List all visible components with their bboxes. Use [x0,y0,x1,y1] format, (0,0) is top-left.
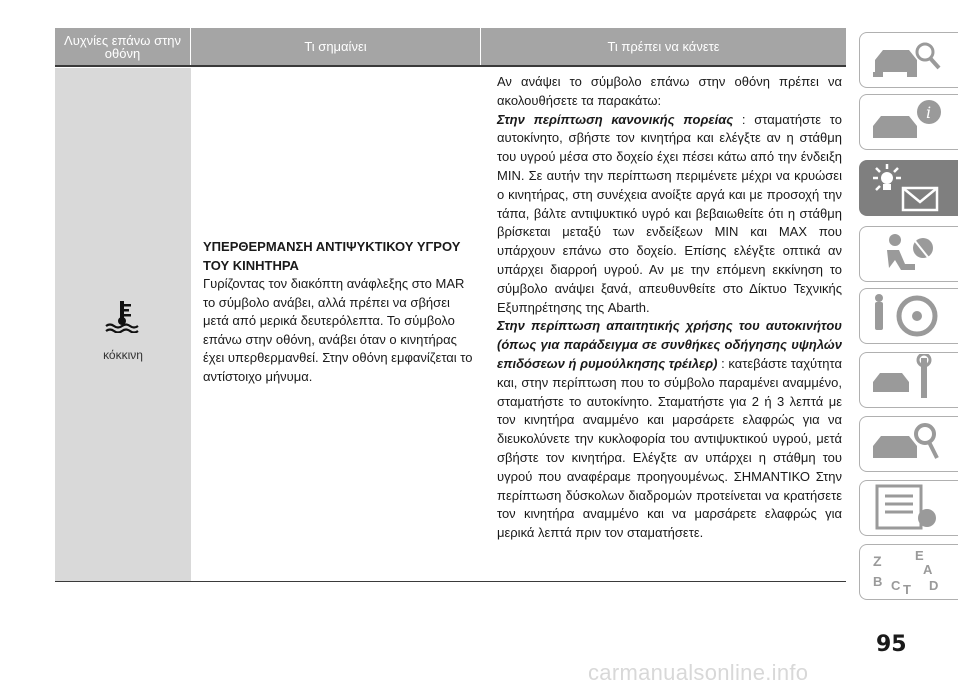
page-number: 95 [876,632,907,657]
meaning-title: ΥΠΕΡΘΕΡΜΑΝΣΗ ΑΝΤΙΨΥΚΤΙΚΟΥ ΥΓΡΟΥ ΤΟΥ ΚΙΝΗΤΗΡΑ [203,239,461,273]
car-tools-icon [867,354,947,406]
tab-steering[interactable] [857,284,960,344]
icon-column [55,68,191,581]
tab-tools[interactable] [857,348,960,408]
header-meaning: Τι σημαίνει [191,28,481,65]
header-lights: Λυχνίες επάνω στην οθόνη [55,28,191,65]
meaning-cell [203,238,473,386]
car-search-icon [867,34,947,86]
action-cell [497,73,842,543]
maintenance-car-icon [867,418,947,470]
table-bottom-rule [55,581,846,582]
watermark: carmanualsonline.info [588,660,809,685]
tab-index[interactable] [857,540,960,600]
airbag-seat-icon [867,228,947,280]
tab-car-info[interactable] [857,90,960,150]
action-case1-title: Στην περίπτωση κανονικής πορείας [497,111,734,127]
technical-data-icon [867,482,947,534]
tab-warning-lights[interactable] [857,156,960,216]
tab-airbag[interactable] [857,222,960,282]
index-letter: E [915,548,924,563]
index-letter: C [891,578,901,593]
light-color-label: κόκκινη [103,348,143,362]
tab-car-search[interactable] [857,28,960,88]
index-letter: T [903,582,911,597]
action-intro: Αν ανάψει το σύμβολο επάνω στην οθόνη πρέπει να ακολουθήσετε τα παρακάτω: [497,74,842,108]
action-case2-title: Στην περίπτωση απαιτητικής χρήσης του αυτοκινήτου (όπως για παράδειγμα σε συνθήκες οδήγησης υψηλών επιδόσεων ή ρυμούλκησης τρέιλερ) [497,318,842,371]
action-case1-text: : σταματήστε το αυτοκίνητο, σβήστε τον κινητήρα και ελέγξτε αν η στάθμη του υγρού μέσα στο δοχείο έχει πέσει κάτω από την ένδειξη MIN. Σε αυτήν την περίπτωση περιμένετε μέχρι να κρυώσει ο κινητήρας, στη συνέχεια ανοίξτε αργά και με προσοχή την τάπα, βάλτε αντιψυκτικό υγρό και βεβαιωθείτε ότι η στάθμη βρίσκεται μεταξύ των ενδείξεων MIN και MAX που υπάρχουν επάνω στο δοχείο. Επίσης ελέγξτε οπτικά αν υπάρχει διαρροή υγρού. Αν με την επόμενη εκκίνηση το σύμβολο ανάψει ξανά, απευθυνθείτε στο Δίκτυο Τεχνικής Εξυπηρέτησης της Abarth. [497,111,842,315]
warning-lights-message-icon [867,162,951,218]
index-letter: D [929,578,939,593]
index-letter: B [873,574,883,589]
meaning-text: Γυρίζοντας τον διακόπτη ανάφλεξης στο MAR το σύμβολο ανάβει, αλλά πρέπει να σβήσει μετά από μερικά δευτερόλεπτα. Το σύμβολο επάνω στην οθόνη, ανάβει όταν ο κινητήρας έχει υπερθερμανθεί. Στην οθόνη εμφανίζεται το αντίστοιχο μήνυμα. [203,276,473,384]
alphabetical-index-icon [867,546,947,598]
index-letter: A [923,562,933,577]
tab-technical-data[interactable] [857,476,960,536]
tab-maintenance[interactable] [857,412,960,472]
table-header [55,28,846,67]
car-info-icon [867,96,947,148]
steering-key-icon [867,290,947,342]
svg-text:i: i [926,103,932,122]
coolant-temperature-warning-icon [103,299,141,333]
index-letter: Z [873,553,882,569]
action-case2-text: : κατεβάστε ταχύτητα και, στην περίπτωση που το σύμβολο παραμένει αναμμένο, σταματήστε το αυτοκίνητο. Σταματήστε για 2 ή 3 λεπτά με τον κινητήρα αναμμένο και μαρσάρετε ελαφρώς για να διευκολύνετε την κυκλοφορία του αντιψυκτικού υγρού, μετά σβήστε τον κινητήρα. Ελέγξτε αν υπάρχει η στάθμη του υγρού που αναφέραμε προηγουμένως. ΣΗΜΑΝΤΙΚΟ Στην περίπτωση δύσκολων διαδρομών προτείνεται να κρατήσετε τον κινητήρα αναμμένο και να μαρσάρετε ελαφρώς για μερικά λεπτά πριν τον σταματήσετε. [497,355,842,541]
header-action: Τι πρέπει να κάνετε [607,39,720,54]
